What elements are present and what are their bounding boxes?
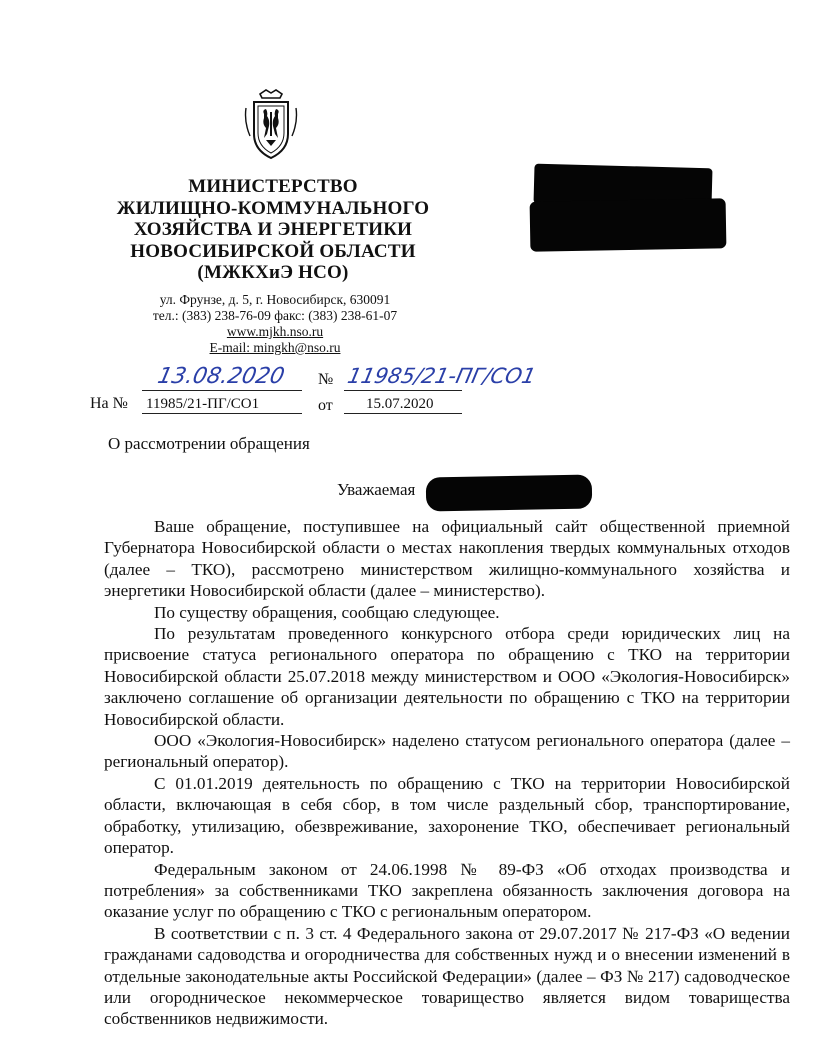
ministry-title: [90, 176, 456, 284]
incoming-date-underline: [344, 413, 462, 414]
ministry-line-3: ХОЗЯЙСТВА И ЭНЕРГЕТИКИ: [133, 219, 413, 240]
ot-label: от: [318, 397, 333, 414]
redacted-recipient-block-2: [530, 198, 727, 251]
incoming-number: 11985/21-ПГ/СО1: [146, 396, 260, 412]
letter-subject: О рассмотрении обращения: [108, 434, 310, 453]
letter-body: [104, 516, 790, 1030]
date-underline: [142, 390, 302, 391]
salutation: Уважаемая: [337, 480, 416, 499]
number-underline: [344, 390, 462, 391]
number-label: №: [318, 371, 334, 388]
website-link[interactable]: www.mjkh.nso.ru: [226, 324, 324, 339]
ministry-line-4: НОВОСИБИРСКОЙ ОБЛАСТИ: [130, 240, 416, 262]
email-link[interactable]: E-mail: mingkh@nso.ru: [209, 340, 341, 355]
phone-fax: тел.: (383) 238-76-09 факс: (383) 238-61-07: [152, 308, 398, 323]
handwritten-number: 11985/21-ПГ/СО1: [345, 364, 538, 388]
incoming-number-underline: [142, 413, 302, 414]
ministry-line-2: ЖИЛИЩНО-КОММУНАЛЬНОГО: [116, 197, 430, 219]
ministry-line-5: (МЖКХиЭ НСО): [197, 262, 349, 283]
handwritten-date: 13.08.2020: [155, 364, 287, 389]
address: ул. Фрунзе, д. 5, г. Новосибирск, 630091: [159, 292, 391, 307]
paragraph-7: В соответствии с п. 3 ст. 4 Федерального закона от 29.07.2017 № 217-ФЗ «О ведении гражданами садоводства и огородничества для собственных нужд и о внесении изменений в отдельные законодательные акты Российской Федерации» (далее – ФЗ № 217) садоводческое или огородническое некоммерческое товарищество является видом товарищества собственников недвижимости.: [104, 923, 790, 1029]
ministry-contacts: [110, 292, 440, 356]
paragraph-2: По существу обращения, сообщаю следующее.: [154, 602, 500, 622]
paragraph-6: Федеральным законом от 24.06.1998 № 89-ФЗ «Об отходах производства и потребления» за собственниками ТКО закреплена обязанность заключения договора на оказание услуг по обращению с ТКО с региональным оператором.: [104, 859, 790, 922]
redacted-recipient-name: [426, 475, 593, 512]
coat-of-arms-icon: [240, 88, 302, 160]
incoming-date: 15.07.2020: [366, 396, 434, 412]
ministry-line-1: МИНИСТЕРСТВО: [188, 176, 358, 197]
paragraph-4: ООО «Экология-Новосибирск» наделено статусом регионального оператора (далее – региональный оператор).: [104, 731, 790, 772]
paragraph-3: По результатам проведенного конкурсного отбора среди юридических лиц на присвоение статуса регионального оператора по обращению с ТКО на территории Новосибирской области 25.07.2018 между министерством и ООО «Экология-Новосибирск» заключено соглашение об организации деятельности по обращению с ТКО на территории Новосибирской области.: [104, 624, 790, 729]
paragraph-5: С 01.01.2019 деятельность по обращению с ТКО на территории Новосибирской области, включающая в себя сбор, в том числе раздельный сбор, транспортирование, обработку, утилизацию, обезвреживание, захоронение ТКО, обеспечивает региональный оператор.: [104, 773, 790, 858]
na-number-label: На №: [90, 395, 128, 412]
paragraph-1: Ваше обращение, поступившее на официальный сайт общественной приемной Губернатора Новосибирской области о местах накопления твердых коммунальных отходов (далее – ТКО), рассмотрено министерством жилищно-коммунального хозяйства и энергетики Новосибирской области (далее – министерство).: [104, 517, 790, 601]
